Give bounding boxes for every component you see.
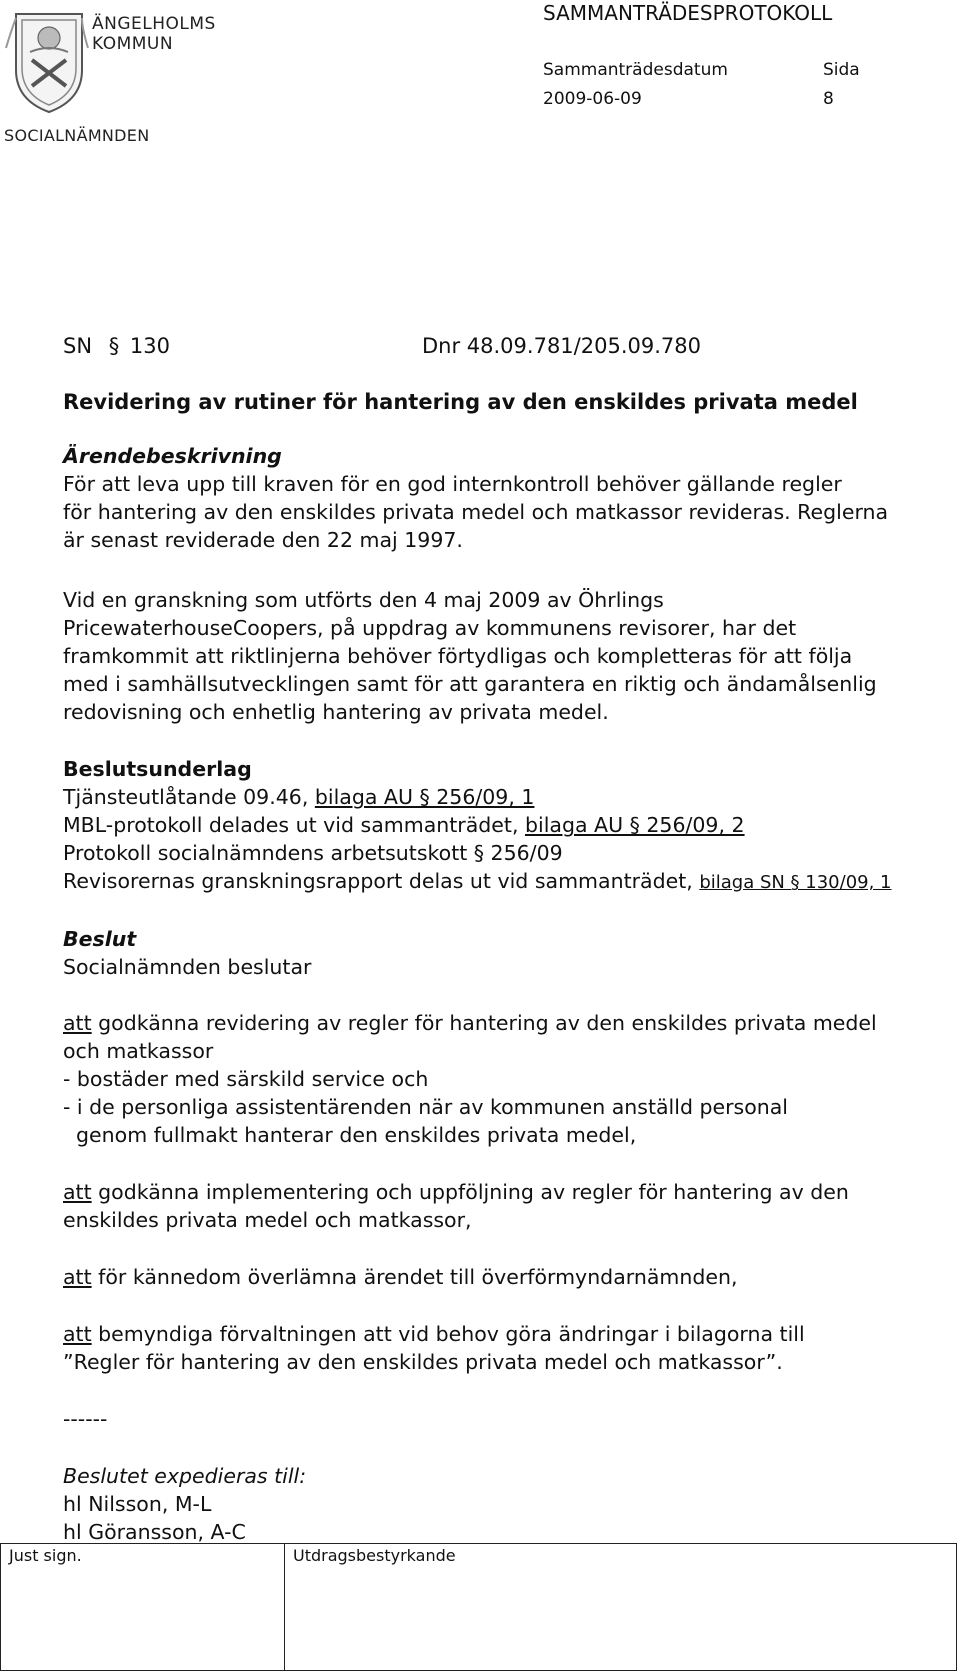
- meeting-date: 2009-06-09: [543, 89, 642, 109]
- page-number: 8: [823, 89, 834, 109]
- audit-paragraph: [63, 586, 877, 726]
- decision-text: genom fullmakt hanterar den enskildes privata medel,: [63, 1123, 637, 1147]
- attachment-link[interactable]: bilaga AU § 256/09, 1: [314, 785, 535, 809]
- distribution-heading: Beslutet expedieras till:: [63, 1464, 307, 1488]
- case-description-heading: Ärendebeskrivning: [63, 444, 282, 468]
- decision-basis-item: [63, 811, 892, 839]
- separator: ------: [63, 1407, 108, 1431]
- case-title: Revidering av rutiner för hantering av den enskildes privata medel: [63, 390, 858, 414]
- decision-text: enskildes privata medel och matkassor,: [63, 1208, 472, 1232]
- decision-basis-item-text: MBL-protokoll delades ut vid sammanträdet,: [63, 813, 525, 837]
- audit-line: PricewaterhouseCoopers, på uppdrag av kommunens revisorer, har det: [63, 616, 797, 640]
- just-sign-label: Just sign.: [9, 1546, 82, 1565]
- audit-line: redovisning och enhetlig hantering av privata medel.: [63, 700, 609, 724]
- sn-prefix: SN: [63, 334, 93, 358]
- case-description: [63, 442, 888, 554]
- att-word: att: [63, 1011, 92, 1035]
- decision-basis-item: [63, 783, 892, 811]
- certification-label: Utdragsbestyrkande: [293, 1546, 456, 1565]
- decision-item-3: [63, 1263, 737, 1291]
- decision-text: bemyndiga förvaltningen att vid behov göra ändringar i bilagorna till: [91, 1322, 805, 1346]
- distribution-list: [63, 1462, 306, 1546]
- distribution-recipient: hl Nilsson, M-L: [63, 1492, 212, 1516]
- coat-of-arms-icon: [2, 8, 92, 118]
- decision-basis-heading: Beslutsunderlag: [63, 757, 252, 781]
- just-sign-box: [0, 1543, 285, 1671]
- audit-line: med i samhällsutvecklingen samt för att garantera en riktig och ändamålsenlig: [63, 672, 877, 696]
- decision-section: [63, 925, 311, 981]
- decision-intro: Socialnämnden beslutar: [63, 955, 312, 979]
- attachment-link[interactable]: bilaga SN § 130/09, 1: [699, 872, 892, 893]
- case-description-line: är senast reviderade den 22 maj 1997.: [63, 528, 463, 552]
- audit-line: framkommit att riktlinjerna behöver förtydligas och kompletteras för att följa: [63, 644, 853, 668]
- decision-text: godkänna revidering av regler för hantering av den enskildes privata medel: [91, 1011, 877, 1035]
- decision-text: och matkassor: [63, 1039, 214, 1063]
- logo-department: SOCIALNÄMNDEN: [4, 126, 150, 145]
- decision-basis-item-text: Tjänsteutlåtande 09.46,: [63, 785, 315, 809]
- paragraph-reference: [63, 332, 170, 360]
- att-word: att: [63, 1180, 92, 1204]
- decision-text: för kännedom överlämna ärendet till överförmyndarnämnden,: [91, 1265, 738, 1289]
- case-description-line: För att leva upp till kraven för en god internkontroll behöver gällande regler: [63, 472, 842, 496]
- paragraph-sign: §: [108, 334, 120, 358]
- decision-text: - bostäder med särskild service och: [63, 1067, 429, 1091]
- case-description-line: för hantering av den enskildes privata medel och matkassor revideras. Reglerna: [63, 500, 889, 524]
- dnr: Dnr 48.09.781/205.09.780: [422, 334, 701, 358]
- audit-line: Vid en granskning som utförts den 4 maj 2009 av Öhrlings: [63, 588, 664, 612]
- date-label: Sammanträdesdatum: [543, 60, 728, 80]
- attachment-link[interactable]: bilaga AU § 256/09, 2: [524, 813, 745, 837]
- decision-heading: Beslut: [63, 927, 137, 951]
- distribution-recipient: hl Göransson, A-C: [63, 1520, 246, 1544]
- decision-basis-item: Protokoll socialnämndens arbetsutskott § 256/09: [63, 841, 563, 865]
- page-label: Sida: [823, 60, 860, 80]
- logo-text-line1: ÄNGELHOLMS: [92, 14, 216, 34]
- logo-text-line2: KOMMUN: [92, 34, 174, 54]
- att-word: att: [63, 1265, 92, 1289]
- att-word: att: [63, 1322, 92, 1346]
- decision-item-2: [63, 1178, 849, 1234]
- document-type: SAMMANTRÄDESPROTOKOLL: [543, 1, 833, 25]
- decision-basis: [63, 755, 892, 897]
- municipality-logo: [2, 8, 216, 146]
- decision-text: ”Regler för hantering av den enskildes privata medel och matkassor”.: [63, 1350, 783, 1374]
- decision-basis-item: [63, 867, 892, 897]
- decision-text: godkänna implementering och uppföljning av regler för hantering av den: [91, 1180, 849, 1204]
- decision-item-4: [63, 1320, 805, 1376]
- certification-box: [284, 1543, 957, 1671]
- decision-text: - i de personliga assistentärenden när av kommunen anställd personal: [63, 1095, 788, 1119]
- paragraph-number: 130: [129, 334, 171, 358]
- decision-item-1: [63, 1009, 877, 1149]
- decision-basis-item-text: Revisorernas granskningsrapport delas ut vid sammanträdet,: [63, 869, 700, 893]
